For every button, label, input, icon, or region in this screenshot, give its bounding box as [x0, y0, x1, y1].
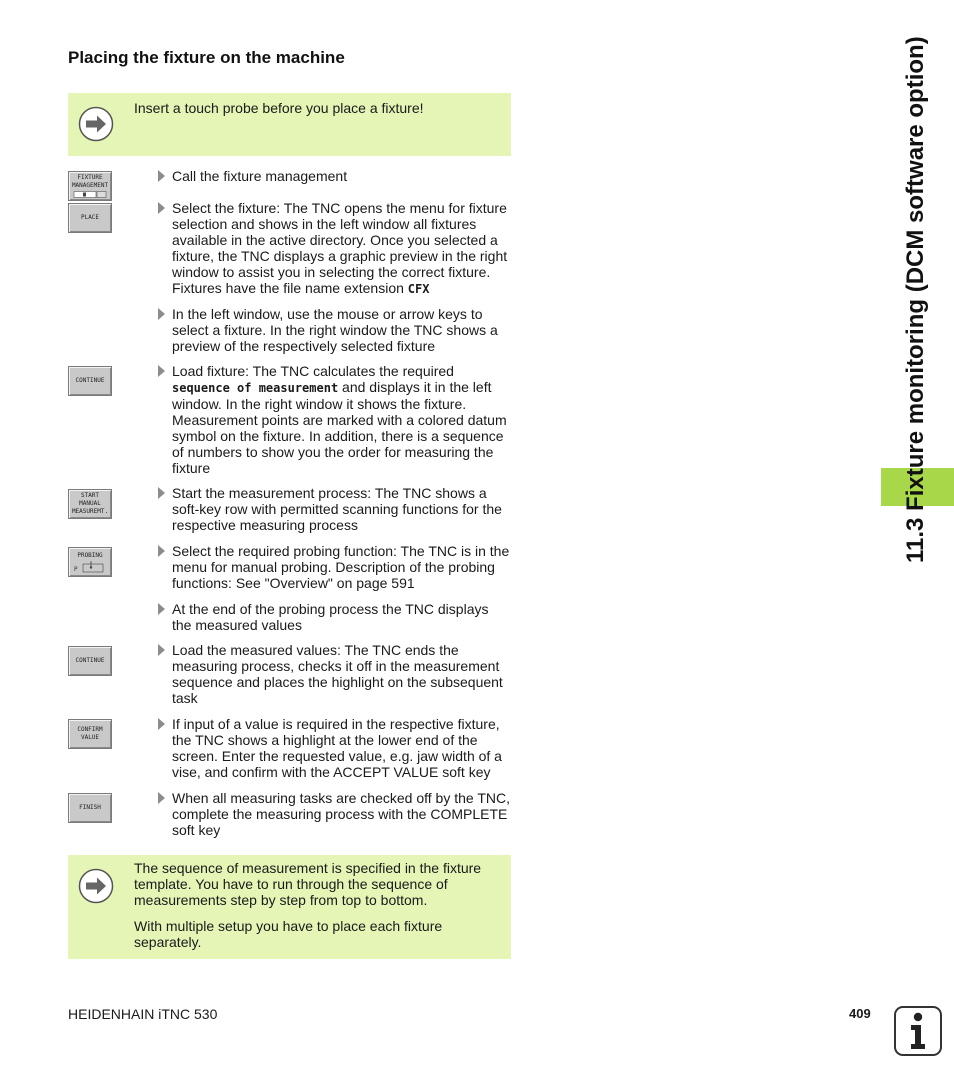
bullet-triangle-icon — [158, 487, 165, 499]
bullet-triangle-icon — [158, 603, 165, 615]
note-paragraph: With multiple setup you have to place each fixture separately. — [134, 918, 443, 950]
bullet-triangle-icon — [158, 170, 165, 182]
bullet-triangle-icon — [158, 365, 165, 377]
probe-icon — [73, 561, 107, 573]
bullet-triangle-icon — [158, 718, 165, 730]
bullet-triangle-icon — [158, 792, 165, 804]
bullet-triangle-icon — [158, 308, 165, 320]
step-text-part: and displays it in the left window. In the right window it shows the fixture. Measurement points are marked with a colored datum symbol on the fixture. In addition, there is a sequence of numbers to show you the order for measuring the fixture — [172, 379, 507, 476]
softkey-label: CONFIRM VALUE — [77, 726, 103, 741]
bullet-triangle-icon — [158, 545, 165, 557]
step-complete-measurement — [158, 790, 510, 838]
softkey-label: PLACE — [80, 214, 100, 221]
step-text-part: Load fixture: The TNC calculates the required — [172, 363, 454, 379]
softkey-label: START MANUAL MEASUREMT. — [71, 492, 109, 515]
step-choose-fixture-window — [158, 306, 510, 354]
note-text — [134, 860, 503, 960]
step-text: At the end of the probing process the TNC displays the measured values — [172, 601, 489, 633]
continue-softkey[interactable] — [68, 646, 112, 676]
step-text: Start the measurement process: The TNC shows a soft-key row with permitted scanning functions for the respective measuring process — [172, 485, 502, 533]
step-call-fixture-management — [158, 168, 510, 184]
step-load-fixture — [158, 363, 510, 476]
step-input-value — [158, 716, 510, 780]
sequence-code: sequence of measurement — [172, 381, 339, 395]
chapter-side-title: 11.3 Fixture monitoring (DCM software option) — [902, 36, 929, 563]
note-paragraph: The sequence of measurement is specified in the fixture template. You have to run through the sequence of measurements step by step from top to bottom. — [134, 860, 482, 908]
softkey-label: FIXTURE MANAGEMENT — [71, 174, 109, 189]
step-select-fixture — [158, 200, 510, 297]
note-box-top — [68, 93, 511, 156]
continue-softkey[interactable] — [68, 366, 112, 396]
probing-softkey[interactable] — [68, 547, 112, 577]
bullet-triangle-icon — [158, 644, 165, 656]
softkey-label: FINISH — [79, 804, 101, 811]
bullet-triangle-icon — [158, 202, 165, 214]
info-icon — [894, 1006, 942, 1056]
step-text: If input of a value is required in the respective fixture, the TNC shows a highlight at the lower end of the screen. Enter the requested value, e.g. jaw width of a vise, and confirm with the ACCEPT VALUE soft key — [172, 716, 502, 780]
softkey-label: CONTINUE — [75, 657, 105, 664]
page-number: 409 — [849, 1006, 871, 1021]
fixture-management-softkey[interactable] — [68, 171, 112, 201]
step-text: Call the fixture management — [172, 168, 348, 184]
step-end-probing — [158, 601, 510, 633]
fixture-icon — [73, 191, 107, 198]
note-text — [134, 100, 503, 126]
section-title: Placing the fixture on the machine — [68, 48, 345, 67]
confirm-value-softkey[interactable] — [68, 719, 112, 749]
step-text: Load the measured values: The TNC ends the measuring process, checks it off in the measurement sequence and places the highlight on the subsequent task — [172, 642, 503, 706]
footer-product-name: HEIDENHAIN iTNC 530 — [68, 1006, 218, 1022]
step-text: In the left window, use the mouse or arrow keys to select a fixture. In the right window the TNC shows a preview of the respectively selected fixture — [172, 306, 498, 354]
step-load-measured-values — [158, 642, 510, 706]
finish-softkey[interactable] — [68, 793, 112, 823]
step-text — [172, 363, 510, 476]
file-extension-code: CFX — [407, 282, 430, 296]
step-text: When all measuring tasks are checked off by the TNC, complete the measuring process with the COMPLETE soft key — [172, 790, 510, 838]
step-start-measurement — [158, 485, 510, 533]
softkey-label: PROBING — [77, 551, 103, 559]
step-text-part: Select the fixture: The TNC opens the menu for fixture selection and shows in the left window all fixtures available in the active directory. Once you selected a fixture, the TNC displays a graphic preview in the right window to assist you in selecting the correct fixture. Fixtures have the file name extension — [172, 200, 508, 296]
note-paragraph: Insert a touch probe before you place a fixture! — [134, 100, 424, 116]
step-text — [172, 200, 510, 297]
arrow-right-icon — [78, 106, 114, 142]
arrow-right-icon — [78, 868, 114, 904]
place-softkey[interactable] — [68, 203, 112, 233]
step-select-probing — [158, 543, 510, 591]
svg-text:P: P — [74, 565, 78, 573]
softkey-label: CONTINUE — [75, 377, 105, 384]
note-box-bottom — [68, 855, 511, 959]
step-text: Select the required probing function: The TNC is in the menu for manual probing. Description of the probing functions: See "Overview" on page 591 — [172, 543, 510, 591]
start-manual-measurement-softkey[interactable] — [68, 489, 112, 519]
